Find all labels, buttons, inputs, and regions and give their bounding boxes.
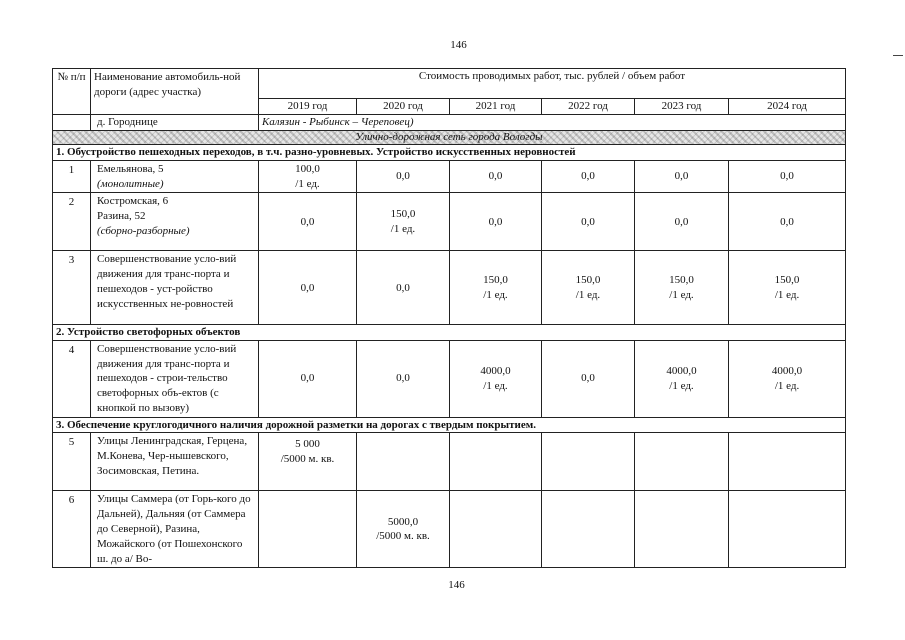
city-network-banner: [53, 130, 846, 145]
cost-value: 0,0: [581, 215, 595, 228]
volume-value: /1 ед.: [669, 379, 694, 392]
row-value: [729, 491, 846, 568]
row-num: 3: [53, 251, 91, 325]
volume-value: /1 ед.: [774, 379, 800, 392]
row-value: [450, 340, 542, 417]
row-value: [729, 340, 846, 417]
volume-value: /1 ед.: [483, 379, 508, 392]
row-name: Улицы Саммера (от Горь-кого до Дальней), Дальняя (от Саммера до Северной), Разина, Можайского (от Пошехонского ш. до а/ Во-: [91, 491, 259, 568]
row-value: [729, 193, 846, 251]
row-value: [635, 491, 729, 568]
row-value: [450, 491, 542, 568]
row-value: [357, 340, 450, 417]
page-number-top: 146: [450, 39, 467, 51]
cost-value: 150,0: [774, 274, 800, 287]
row-value: [729, 251, 846, 325]
row-value: [542, 160, 635, 193]
row-value: [729, 160, 846, 193]
section-heading: 3. Обеспечение круглогодичного наличия дорожной разметки на дорогах с твердым покрытием.: [53, 417, 846, 432]
header-year: 2023 год: [635, 99, 729, 115]
edge-mark: [893, 55, 903, 56]
row-value: [357, 433, 450, 491]
volume-value: /1 ед.: [669, 288, 694, 301]
row-value: [259, 433, 357, 491]
row-value: [450, 433, 542, 491]
header-year: 2019 год: [259, 99, 357, 115]
row-name: Совершенствование усло-вий движения для транс-порта и пешеходов - уст-ройство искусственных не-ровностей: [91, 251, 259, 325]
row-value: [635, 251, 729, 325]
row-name-line: Костромская, 6: [97, 195, 169, 208]
row-value: [357, 160, 450, 193]
cost-value: 150,0: [483, 274, 508, 287]
row-value: [357, 491, 450, 568]
volume-value: /1 ед.: [295, 177, 320, 190]
row-value: [729, 433, 846, 491]
cost-value: 0,0: [674, 215, 689, 228]
cost-value: 4000,0: [771, 364, 803, 377]
cost-value: 0,0: [396, 372, 410, 385]
header-num: № п/п: [53, 69, 91, 115]
row-num: 6: [53, 491, 91, 568]
cost-value: 0,0: [300, 372, 315, 385]
cost-value: 0,0: [396, 281, 410, 294]
row-value: [542, 193, 635, 251]
volume-value: /1 ед.: [390, 222, 416, 235]
row-value: [542, 251, 635, 325]
volume-value: /1 ед.: [483, 288, 508, 301]
header-name: Наименование автомобиль-ной дороги (адрес участка): [91, 69, 259, 115]
header-year: 2021 год: [450, 99, 542, 115]
cost-value: 0,0: [674, 170, 689, 183]
row-name-line: Емельянова, 5: [97, 162, 164, 175]
row-name-line: Разина, 52: [97, 210, 146, 223]
row-value: [450, 193, 542, 251]
row-name: [91, 160, 259, 193]
row-value: [635, 193, 729, 251]
volume-value: /1 ед.: [575, 288, 601, 301]
cost-value: 0,0: [300, 215, 315, 228]
row-value: [259, 160, 357, 193]
cost-value: 4000,0: [666, 364, 697, 377]
route-num-cell: [53, 114, 91, 130]
row-value: [635, 433, 729, 491]
table-row: [53, 251, 846, 325]
cost-value: 4000,0: [480, 364, 511, 377]
cost-value: 150,0: [669, 274, 694, 287]
cost-value: 0,0: [396, 170, 410, 183]
route-name: д. Городнице: [91, 114, 259, 130]
works-cost-table: [52, 68, 846, 568]
row-value: [542, 340, 635, 417]
table-row: [53, 193, 846, 251]
cost-value: 150,0: [390, 208, 416, 221]
row-name: Совершенствование усло-вий движения для транс-порта и пешеходов - строи-тельство светофорных объ-ектов (с кнопкой по вызову): [91, 340, 259, 417]
volume-value: /1 ед.: [774, 288, 800, 301]
row-value: [635, 160, 729, 193]
section-heading: 2. Устройство светофорных объектов: [53, 325, 846, 340]
row-name: [91, 193, 259, 251]
volume-value: /5000 м. кв.: [280, 453, 335, 466]
volume-value: /5000 м. кв.: [376, 530, 430, 543]
row-name: Улицы Ленинградская, Герцена, М.Конева, Чер-нышевского, Зосимовская, Петина.: [91, 433, 259, 491]
table-row: [53, 433, 846, 491]
table-row: [53, 160, 846, 193]
table-row: [53, 491, 846, 568]
row-name-note: (монолитные): [97, 177, 164, 190]
row-num: 4: [53, 340, 91, 417]
section-heading: 1. Обустройство пешеходных переходов, в т.ч. разно-уровневых. Устройство искусственных неровностей: [53, 145, 846, 160]
row-value: [450, 251, 542, 325]
banner-text: Улично-дорожная сеть города Вологды: [355, 130, 543, 143]
row-value: [635, 340, 729, 417]
cost-value: 0,0: [780, 170, 794, 183]
row-value: [450, 160, 542, 193]
row-value: [259, 193, 357, 251]
route-description: Калязин - Рыбинск – Череповец): [259, 114, 846, 130]
row-value: [542, 491, 635, 568]
cost-value: 5000,0: [387, 515, 419, 528]
row-num: 5: [53, 433, 91, 491]
row-value: [259, 340, 357, 417]
row-value: [357, 251, 450, 325]
cost-value: 150,0: [575, 274, 601, 287]
row-value: [259, 251, 357, 325]
table-row: [53, 340, 846, 417]
header-year: 2022 год: [542, 99, 635, 115]
cost-value: 0,0: [488, 170, 503, 183]
row-value: [357, 193, 450, 251]
row-value: [542, 433, 635, 491]
cost-value: 5 000: [295, 438, 320, 451]
header-year: 2024 год: [729, 99, 846, 115]
cost-value: 100,0: [295, 162, 320, 175]
header-cost: Стоимость проводимых работ, тыс. рублей / объем работ: [259, 69, 846, 99]
row-num: 1: [53, 160, 91, 193]
row-value: [259, 491, 357, 568]
cost-value: 0,0: [780, 215, 794, 228]
header-year: 2020 год: [357, 99, 450, 115]
row-name-note: (сборно-разборные): [97, 225, 190, 238]
cost-value: 0,0: [488, 215, 503, 228]
page-number-bottom: 146: [448, 579, 465, 591]
row-num: 2: [53, 193, 91, 251]
cost-value: 0,0: [581, 372, 595, 385]
cost-value: 0,0: [581, 170, 595, 183]
cost-value: 0,0: [300, 281, 315, 294]
